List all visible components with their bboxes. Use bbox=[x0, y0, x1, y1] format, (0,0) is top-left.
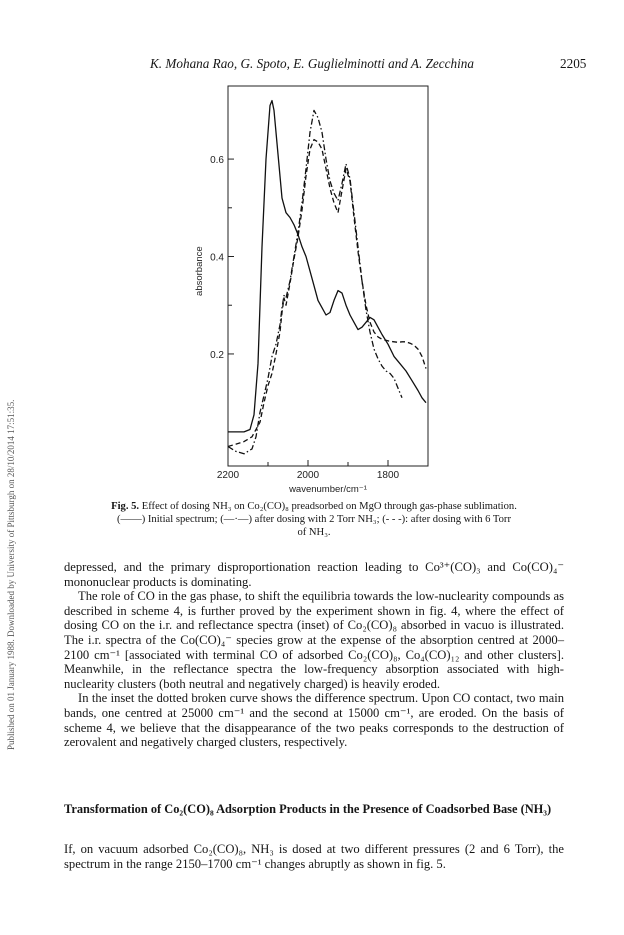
paragraph-2: The role of CO in the gas phase, to shift the equilibria towards the low-nuclearity compounds as described in scheme 4, is further proved by the experiment shown in fig. 4, where the effect of dosing CO on the i.r. and reflectance spectra (inset) of Co₂(CO)₈ absorbed in vacuo is illustrated. The i.r. spectra of the Co(CO)₄⁻ species grow at the expense of the absorption centred at 2000–2100 cm⁻¹ [associated with terminal CO of adsorbed Co₂(CO)₈, Co₄(CO)₁₂ and other clusters]. Meanwhile, in the reflectance spectra the low-frequency absorption associated with high-nuclearity clusters (both neutral and negatively charged) is heavily eroded. bbox=[64, 589, 564, 691]
chart-curves bbox=[228, 101, 426, 454]
caption-label: Fig. 5. bbox=[111, 501, 140, 512]
x-tick-label: 2000 bbox=[296, 470, 320, 481]
body-text-2 bbox=[64, 842, 564, 871]
x-tick-label: 1800 bbox=[376, 470, 400, 481]
y-tick-label: 0.4 bbox=[210, 252, 224, 264]
figure-5-chart bbox=[180, 84, 440, 494]
body-text bbox=[64, 560, 564, 750]
series-line-3-dashed bbox=[228, 140, 426, 447]
running-head: K. Mohana Rao, G. Spoto, E. Guglielminotti and A. Zecchina bbox=[150, 56, 474, 71]
paragraph-1: depressed, and the primary disproportionation reaction leading to Co³⁺(CO)₃ and Co(CO)₄⁻ mononuclear products is dominating. bbox=[64, 560, 564, 589]
paragraph-4: If, on vacuum adsorbed Co₂(CO)₈, NH₃ is dosed at two different pressures (2 and 6 Torr), the spectrum in the range 2150–1700 cm⁻¹ changes abruptly as shown in fig. 5. bbox=[64, 842, 564, 871]
download-margin-note bbox=[4, 160, 22, 750]
y-tick-label: 0.2 bbox=[210, 349, 224, 361]
page-number: 2205 bbox=[560, 56, 587, 71]
series-line-1-solid bbox=[228, 101, 426, 432]
caption-line-1: Effect of dosing NH₃ on Co₂(CO)₈ preadsorbed on MgO through gas-phase sublimation. bbox=[141, 501, 517, 512]
figure-caption bbox=[64, 500, 564, 539]
x-tick-label: 2200 bbox=[216, 470, 240, 481]
margin-note-text: Published on 01 January 1988. Downloaded by University of Pittsburgh on 28/10/2014 17:51:35. bbox=[6, 399, 16, 750]
y-axis-label: absorbance bbox=[194, 246, 205, 296]
x-axis-label: wavenumber/cm⁻¹ bbox=[289, 484, 367, 494]
caption-line-3: of NH₃. bbox=[297, 527, 331, 538]
series-line-2-dash-dot bbox=[228, 110, 402, 453]
chart-labels bbox=[194, 155, 400, 494]
chart-axes bbox=[228, 86, 428, 466]
plot-frame bbox=[228, 86, 428, 466]
section-heading: Transformation of Co₂(CO)₈ Adsorption Products in the Presence of Coadsorbed Base (NH₃) bbox=[64, 802, 552, 816]
paragraph-3: In the inset the dotted broken curve shows the difference spectrum. Upon CO contact, two main bands, one centred at 25000 cm⁻¹ and the second at 15000 cm⁻¹, are eroded. On the basis of scheme 4, we believe that the disappearance of the two peaks corresponds to the destruction of zerovalent and negatively charged clusters, respectively. bbox=[64, 691, 564, 750]
caption-line-2: (——) Initial spectrum; (—·—) after dosing with 2 Torr NH₃; (- - -): after dosing with 6 Torr bbox=[117, 514, 511, 525]
y-tick-label: 0.6 bbox=[210, 155, 224, 167]
